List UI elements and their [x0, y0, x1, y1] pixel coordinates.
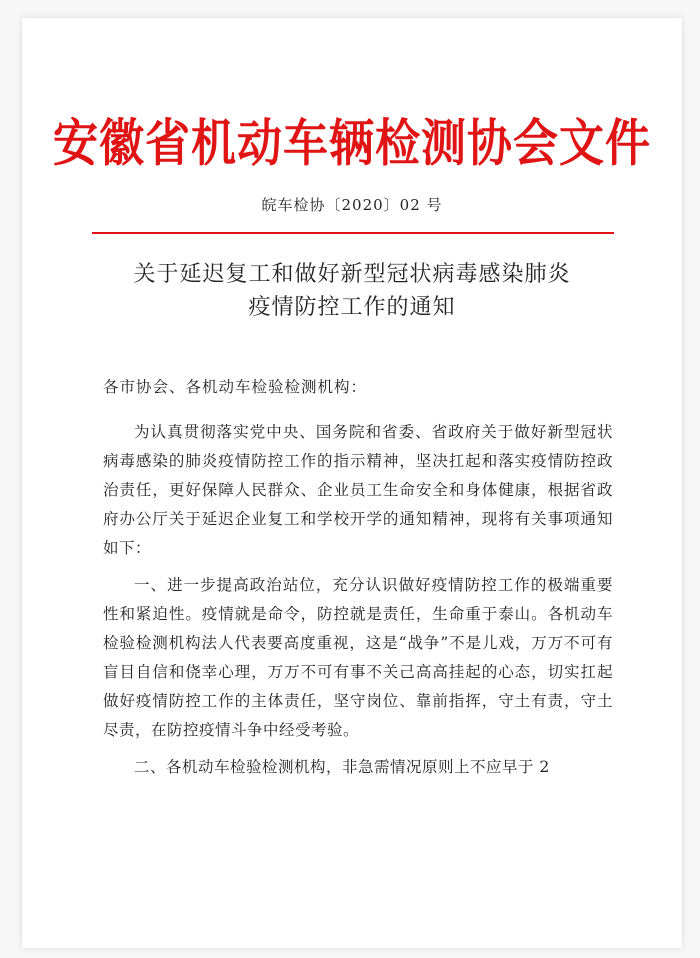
document-body	[103, 418, 613, 790]
document-page	[22, 18, 682, 948]
document-header: 安徽省机动车辆检测协会文件	[52, 113, 651, 173]
title-line-2: 疫情防控工作的通知	[248, 295, 456, 320]
body-paragraph-item-1: 一、进一步提高政治站位，充分认识做好疫情防控工作的极端重要性和紧迫性。疫情就是命令，防控就是责任，生命重于泰山。各机动车检验检测机构法人代表要高度重视，这是“战争”不是儿戏，万万不可有盲目自信和侥幸心理，万万不可有事不关己高高挂起的心态，切实扛起做好疫情防控工作的主体责任，坚守岗位、靠前指挥，守土有责，守土尽责，在防控疫情斗争中经受考验。	[103, 576, 613, 739]
document-title	[22, 258, 682, 324]
body-paragraph-item-2: 二、各机动车检验检测机构，非急需情况原则上不应早于 2	[134, 758, 550, 776]
salutation: 各市协会、各机动车检验检测机构：	[103, 378, 368, 396]
red-divider-line	[92, 232, 614, 234]
title-line-1: 关于延迟复工和做好新型冠状病毒感染肺炎	[133, 262, 571, 287]
body-paragraph-intro: 为认真贯彻落实党中央、国务院和省委、省政府关于做好新型冠状病毒感染的肺炎疫情防控工作的指示精神，坚决扛起和落实疫情防控政治责任，更好保障人民群众、企业员工生命安全和身体健康，根据省政府办公厅关于延迟企业复工和学校开学的通知精神，现将有关事项通知如下：	[103, 423, 613, 557]
document-number: 皖车检协〔2020〕02 号	[261, 196, 443, 214]
